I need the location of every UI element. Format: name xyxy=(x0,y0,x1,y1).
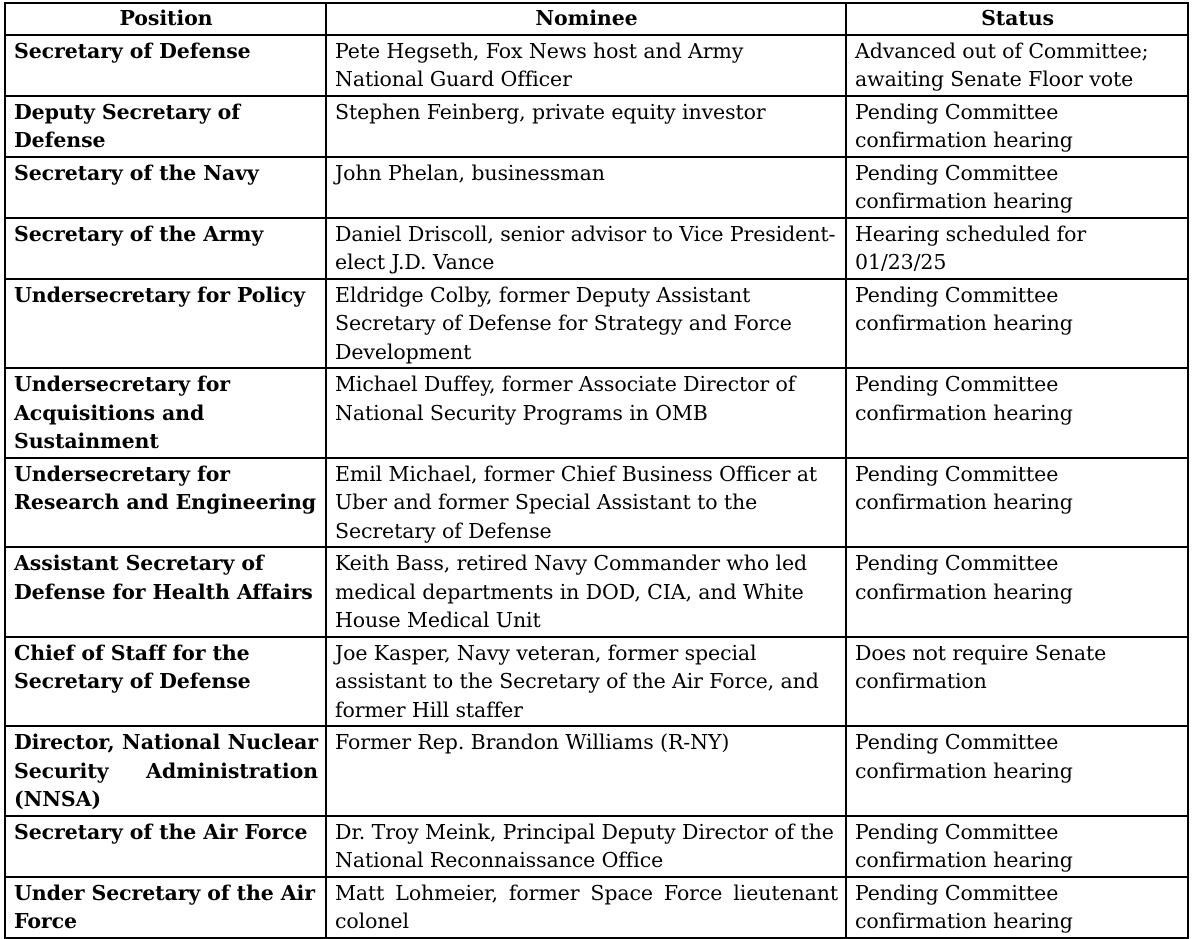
cell-nominee: Joe Kasper, Navy veteran, former special assistant to the Secretary of the Air Force, and former Hill staffer xyxy=(326,637,846,727)
cell-nominee: Former Rep. Brandon Williams (R-NY) xyxy=(326,726,846,816)
table-row xyxy=(5,458,1188,548)
cell-nominee: Matt Lohmeier, former Space Force lieutenant colonel xyxy=(326,877,846,938)
cell-position: Undersecretary for Policy xyxy=(5,279,326,369)
cell-nominee: Daniel Driscoll, senior advisor to Vice President-elect J.D. Vance xyxy=(326,218,846,279)
cell-position: Deputy Secretary of Defense xyxy=(5,96,326,157)
cell-position: Assistant Secretary of Defense for Health Affairs xyxy=(5,547,326,637)
cell-nominee: John Phelan, businessman xyxy=(326,157,846,218)
cell-status: Does not require Senate confirmation xyxy=(846,637,1188,727)
column-header-status: Status xyxy=(846,3,1188,35)
cell-nominee: Eldridge Colby, former Deputy Assistant Secretary of Defense for Strategy and Force Development xyxy=(326,279,846,369)
table-row xyxy=(5,218,1188,279)
cell-nominee: Michael Duffey, former Associate Director of National Security Programs in OMB xyxy=(326,368,846,458)
cell-position: Secretary of the Army xyxy=(5,218,326,279)
cell-status: Pending Committee confirmation hearing xyxy=(846,96,1188,157)
table-row xyxy=(5,279,1188,369)
cell-status: Advanced out of Committee; awaiting Senate Floor vote xyxy=(846,35,1188,96)
cell-status: Pending Committee confirmation hearing xyxy=(846,877,1188,938)
cell-position: Secretary of Defense xyxy=(5,35,326,96)
table-row xyxy=(5,35,1188,96)
table-row xyxy=(5,816,1188,877)
table-row xyxy=(5,96,1188,157)
cell-position: Under Secretary of the Air Force xyxy=(5,877,326,938)
cell-status: Pending Committee confirmation hearing xyxy=(846,279,1188,369)
column-header-position: Position xyxy=(5,3,326,35)
cell-position: Director, National Nuclear Security Administration (NNSA) xyxy=(5,726,326,816)
cell-nominee: Keith Bass, retired Navy Commander who led medical departments in DOD, CIA, and White House Medical Unit xyxy=(326,547,846,637)
table-row xyxy=(5,637,1188,727)
cell-status: Pending Committee confirmation hearing xyxy=(846,368,1188,458)
cell-status: Hearing scheduled for 01/23/25 xyxy=(846,218,1188,279)
table-header xyxy=(5,3,1188,35)
cell-position: Secretary of the Navy xyxy=(5,157,326,218)
cell-position: Secretary of the Air Force xyxy=(5,816,326,877)
table-row xyxy=(5,877,1188,938)
cell-position: Undersecretary for Acquisitions and Sustainment xyxy=(5,368,326,458)
cell-nominee: Dr. Troy Meink, Principal Deputy Director of the National Reconnaissance Office xyxy=(326,816,846,877)
table-row xyxy=(5,157,1188,218)
column-header-nominee: Nominee xyxy=(326,3,846,35)
table-body xyxy=(5,35,1188,938)
cell-status: Pending Committee confirmation hearing xyxy=(846,157,1188,218)
cell-position: Chief of Staff for the Secretary of Defense xyxy=(5,637,326,727)
cell-position: Undersecretary for Research and Engineering xyxy=(5,458,326,548)
cell-nominee: Emil Michael, former Chief Business Officer at Uber and former Special Assistant to the Secretary of Defense xyxy=(326,458,846,548)
cell-nominee: Pete Hegseth, Fox News host and Army National Guard Officer xyxy=(326,35,846,96)
cell-status: Pending Committee confirmation hearing xyxy=(846,458,1188,548)
cell-status: Pending Committee confirmation hearing xyxy=(846,547,1188,637)
table-row xyxy=(5,547,1188,637)
nominee-status-table xyxy=(4,2,1189,939)
cell-status: Pending Committee confirmation hearing xyxy=(846,816,1188,877)
cell-nominee: Stephen Feinberg, private equity investor xyxy=(326,96,846,157)
cell-status: Pending Committee confirmation hearing xyxy=(846,726,1188,816)
table-row xyxy=(5,368,1188,458)
table-header-row xyxy=(5,3,1188,35)
table-row xyxy=(5,726,1188,816)
